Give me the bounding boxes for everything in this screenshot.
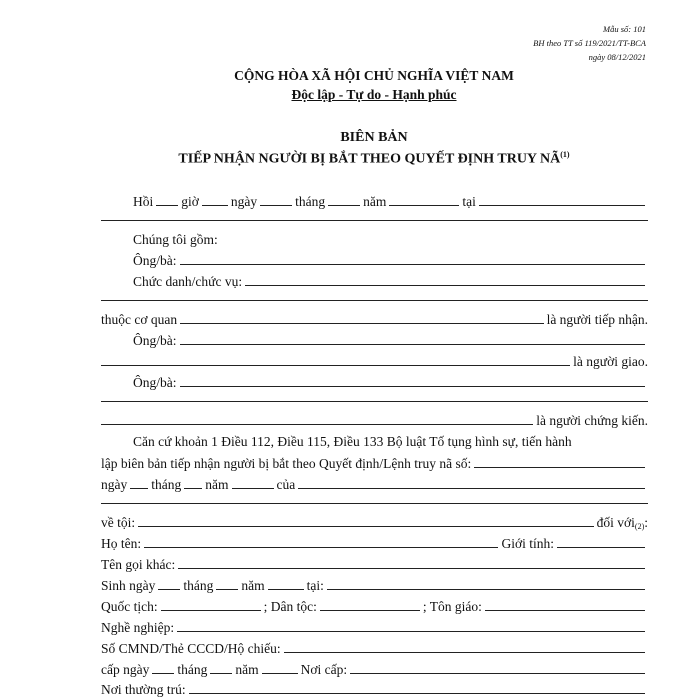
warrant-month-field[interactable]: [184, 487, 202, 489]
time-place-line: [101, 188, 648, 210]
label-sinh-ngay: Sinh ngày: [101, 578, 156, 593]
birth-day-field[interactable]: [158, 588, 180, 590]
warrant-day-field[interactable]: [130, 487, 148, 489]
label-tai: tại: [462, 194, 476, 209]
title-line-2: TIẾP NHẬN NGƯỜI BỊ BẮT THEO QUYẾT ĐỊNH TRUY NÃ: [178, 151, 561, 167]
witness-name-line: [101, 369, 648, 391]
agency-field[interactable]: [180, 322, 543, 324]
deliverer-name-field[interactable]: [180, 343, 646, 345]
label-nguoi-tiep-nhan: là người tiếp nhận.: [546, 312, 648, 327]
warrant-issuer-field[interactable]: [298, 487, 645, 489]
legal-basis-text-2: lập biên bản tiếp nhận người bị bắt theo Quyết định/Lệnh truy nã số:: [101, 456, 472, 471]
place-field[interactable]: [479, 204, 645, 206]
issue-place-field[interactable]: [350, 672, 645, 674]
warrant-year-field[interactable]: [232, 487, 274, 489]
label-ten-goi-khac: Tên gọi khác:: [101, 557, 176, 572]
birth-month-field[interactable]: [216, 588, 238, 590]
label-thang: tháng: [151, 477, 182, 492]
label-ve-toi: về tội:: [101, 515, 136, 530]
label-ton-giao: ; Tôn giáo:: [422, 599, 482, 614]
label-so-cmnd: Số CMND/Thẻ CCCD/Hộ chiếu:: [101, 641, 281, 656]
receiver-name-line: [101, 247, 648, 269]
nationality-line: [101, 593, 648, 615]
occupation-field[interactable]: [177, 630, 645, 632]
id-number-field[interactable]: [284, 651, 645, 653]
label-chung-toi-gom: Chúng tôi gồm:: [133, 232, 218, 247]
label-nguoi-chung-kien: là người chứng kiến.: [536, 413, 648, 428]
witness-name-field[interactable]: [180, 385, 646, 387]
minute-field[interactable]: [202, 204, 228, 206]
issue-month-field[interactable]: [210, 672, 232, 674]
position-field[interactable]: [245, 284, 645, 286]
position-line: [101, 268, 648, 290]
occupation-line: [101, 614, 648, 636]
issue-year-field[interactable]: [262, 672, 298, 674]
label-cua: của: [276, 477, 296, 492]
title-line-1: BIÊN BẢN: [340, 130, 408, 145]
label-ngay: ngày: [101, 477, 128, 492]
id-issue-line: [101, 656, 648, 678]
label-ong-ba: Ông/bà:: [133, 253, 177, 268]
label-cap-ngay: cấp ngày: [101, 662, 150, 677]
doi-voi-footnote-ref: (2): [634, 522, 645, 531]
title-footnote-ref: (1): [560, 150, 570, 159]
label-ngay: ngày: [230, 194, 258, 209]
label-nghe-nghiep: Nghề nghiệp:: [101, 620, 175, 635]
label-gio: giờ: [181, 194, 199, 209]
nationality-field[interactable]: [161, 609, 261, 611]
warrant-number-field[interactable]: [474, 466, 645, 468]
full-name-field[interactable]: [144, 546, 498, 548]
doi-voi-colon: :: [644, 515, 648, 530]
label-hoi: Hồi: [133, 194, 154, 209]
deliverer-detail-field[interactable]: [101, 364, 570, 366]
label-nam: năm: [363, 194, 387, 209]
label-noi-thuong-tru: Nơi thường trú:: [101, 682, 186, 697]
country-name: CỘNG HÒA XÃ HỘI CHỦ NGHĨA VIỆT NAM: [234, 68, 514, 83]
name-gender-line: [101, 530, 648, 552]
place-continuation-line[interactable]: [101, 219, 648, 221]
label-nguoi-giao: là người giao.: [573, 354, 648, 369]
legal-basis-line-2: [101, 450, 648, 472]
warrant-date-line: [101, 471, 648, 493]
ethnicity-field[interactable]: [320, 609, 420, 611]
form-number: Mẫu số: 101: [603, 24, 646, 34]
deliverer-role-line: [101, 348, 648, 370]
crime-field[interactable]: [138, 525, 594, 527]
deliverer-name-line: [101, 327, 648, 349]
form-code: [533, 22, 646, 64]
witness-role-line: [101, 407, 648, 429]
motto: Độc lập - Tự do - Hạnh phúc: [291, 87, 457, 102]
label-thuoc-co-quan: thuộc cơ quan: [101, 312, 178, 327]
form-date: ngày 08/12/2021: [588, 52, 646, 62]
alias-field[interactable]: [178, 567, 645, 569]
month-field[interactable]: [328, 204, 360, 206]
members-heading: [101, 226, 648, 248]
alias-line: [101, 551, 648, 573]
label-gioi-tinh: Giới tính:: [501, 536, 554, 551]
label-ong-ba: Ông/bà:: [133, 375, 177, 390]
label-ho-ten: Họ tên:: [101, 536, 142, 551]
issue-day-field[interactable]: [152, 672, 174, 674]
crime-line: [101, 509, 648, 531]
label-chuc-danh: Chức danh/chức vụ:: [133, 274, 243, 289]
label-noi-cap: Nơi cấp:: [300, 662, 348, 677]
hour-field[interactable]: [156, 204, 178, 206]
label-nam: năm: [205, 477, 229, 492]
birthplace-field[interactable]: [327, 588, 645, 590]
legal-basis-text-1: Căn cứ khoản 1 Điều 112, Điều 115, Điều 133 Bộ luật Tố tụng hình sự, tiến hành: [133, 434, 572, 449]
label-thang: tháng: [183, 578, 214, 593]
label-dan-toc: ; Dân tộc:: [263, 599, 317, 614]
residence-field[interactable]: [189, 692, 645, 694]
receiver-name-field[interactable]: [180, 263, 646, 265]
day-field[interactable]: [260, 204, 292, 206]
label-thang: tháng: [177, 662, 208, 677]
label-thang: tháng: [295, 194, 326, 209]
year-field[interactable]: [389, 204, 459, 206]
label-ong-ba: Ông/bà:: [133, 333, 177, 348]
legal-basis-line-1: [101, 428, 648, 450]
label-tai: tại:: [306, 578, 324, 593]
gender-field[interactable]: [557, 546, 645, 548]
national-header: [0, 68, 700, 103]
label-quoc-tich: Quốc tịch:: [101, 599, 158, 614]
witness-detail-field[interactable]: [101, 423, 533, 425]
witness-continuation-line[interactable]: [101, 400, 648, 402]
form-circular: BH theo TT số 119/2021/TT-BCA: [533, 38, 646, 48]
issuer-continuation-line[interactable]: [101, 502, 648, 504]
birth-line: [101, 572, 648, 594]
id-number-line: [101, 635, 648, 657]
label-nam: năm: [241, 578, 265, 593]
label-doi-voi: đối với: [596, 515, 635, 530]
residence-line: [101, 676, 648, 698]
birth-year-field[interactable]: [268, 588, 304, 590]
position-continuation-line[interactable]: [101, 299, 648, 301]
document-title: [0, 130, 700, 168]
label-nam: năm: [235, 662, 259, 677]
agency-line: [101, 306, 648, 328]
religion-field[interactable]: [485, 609, 645, 611]
